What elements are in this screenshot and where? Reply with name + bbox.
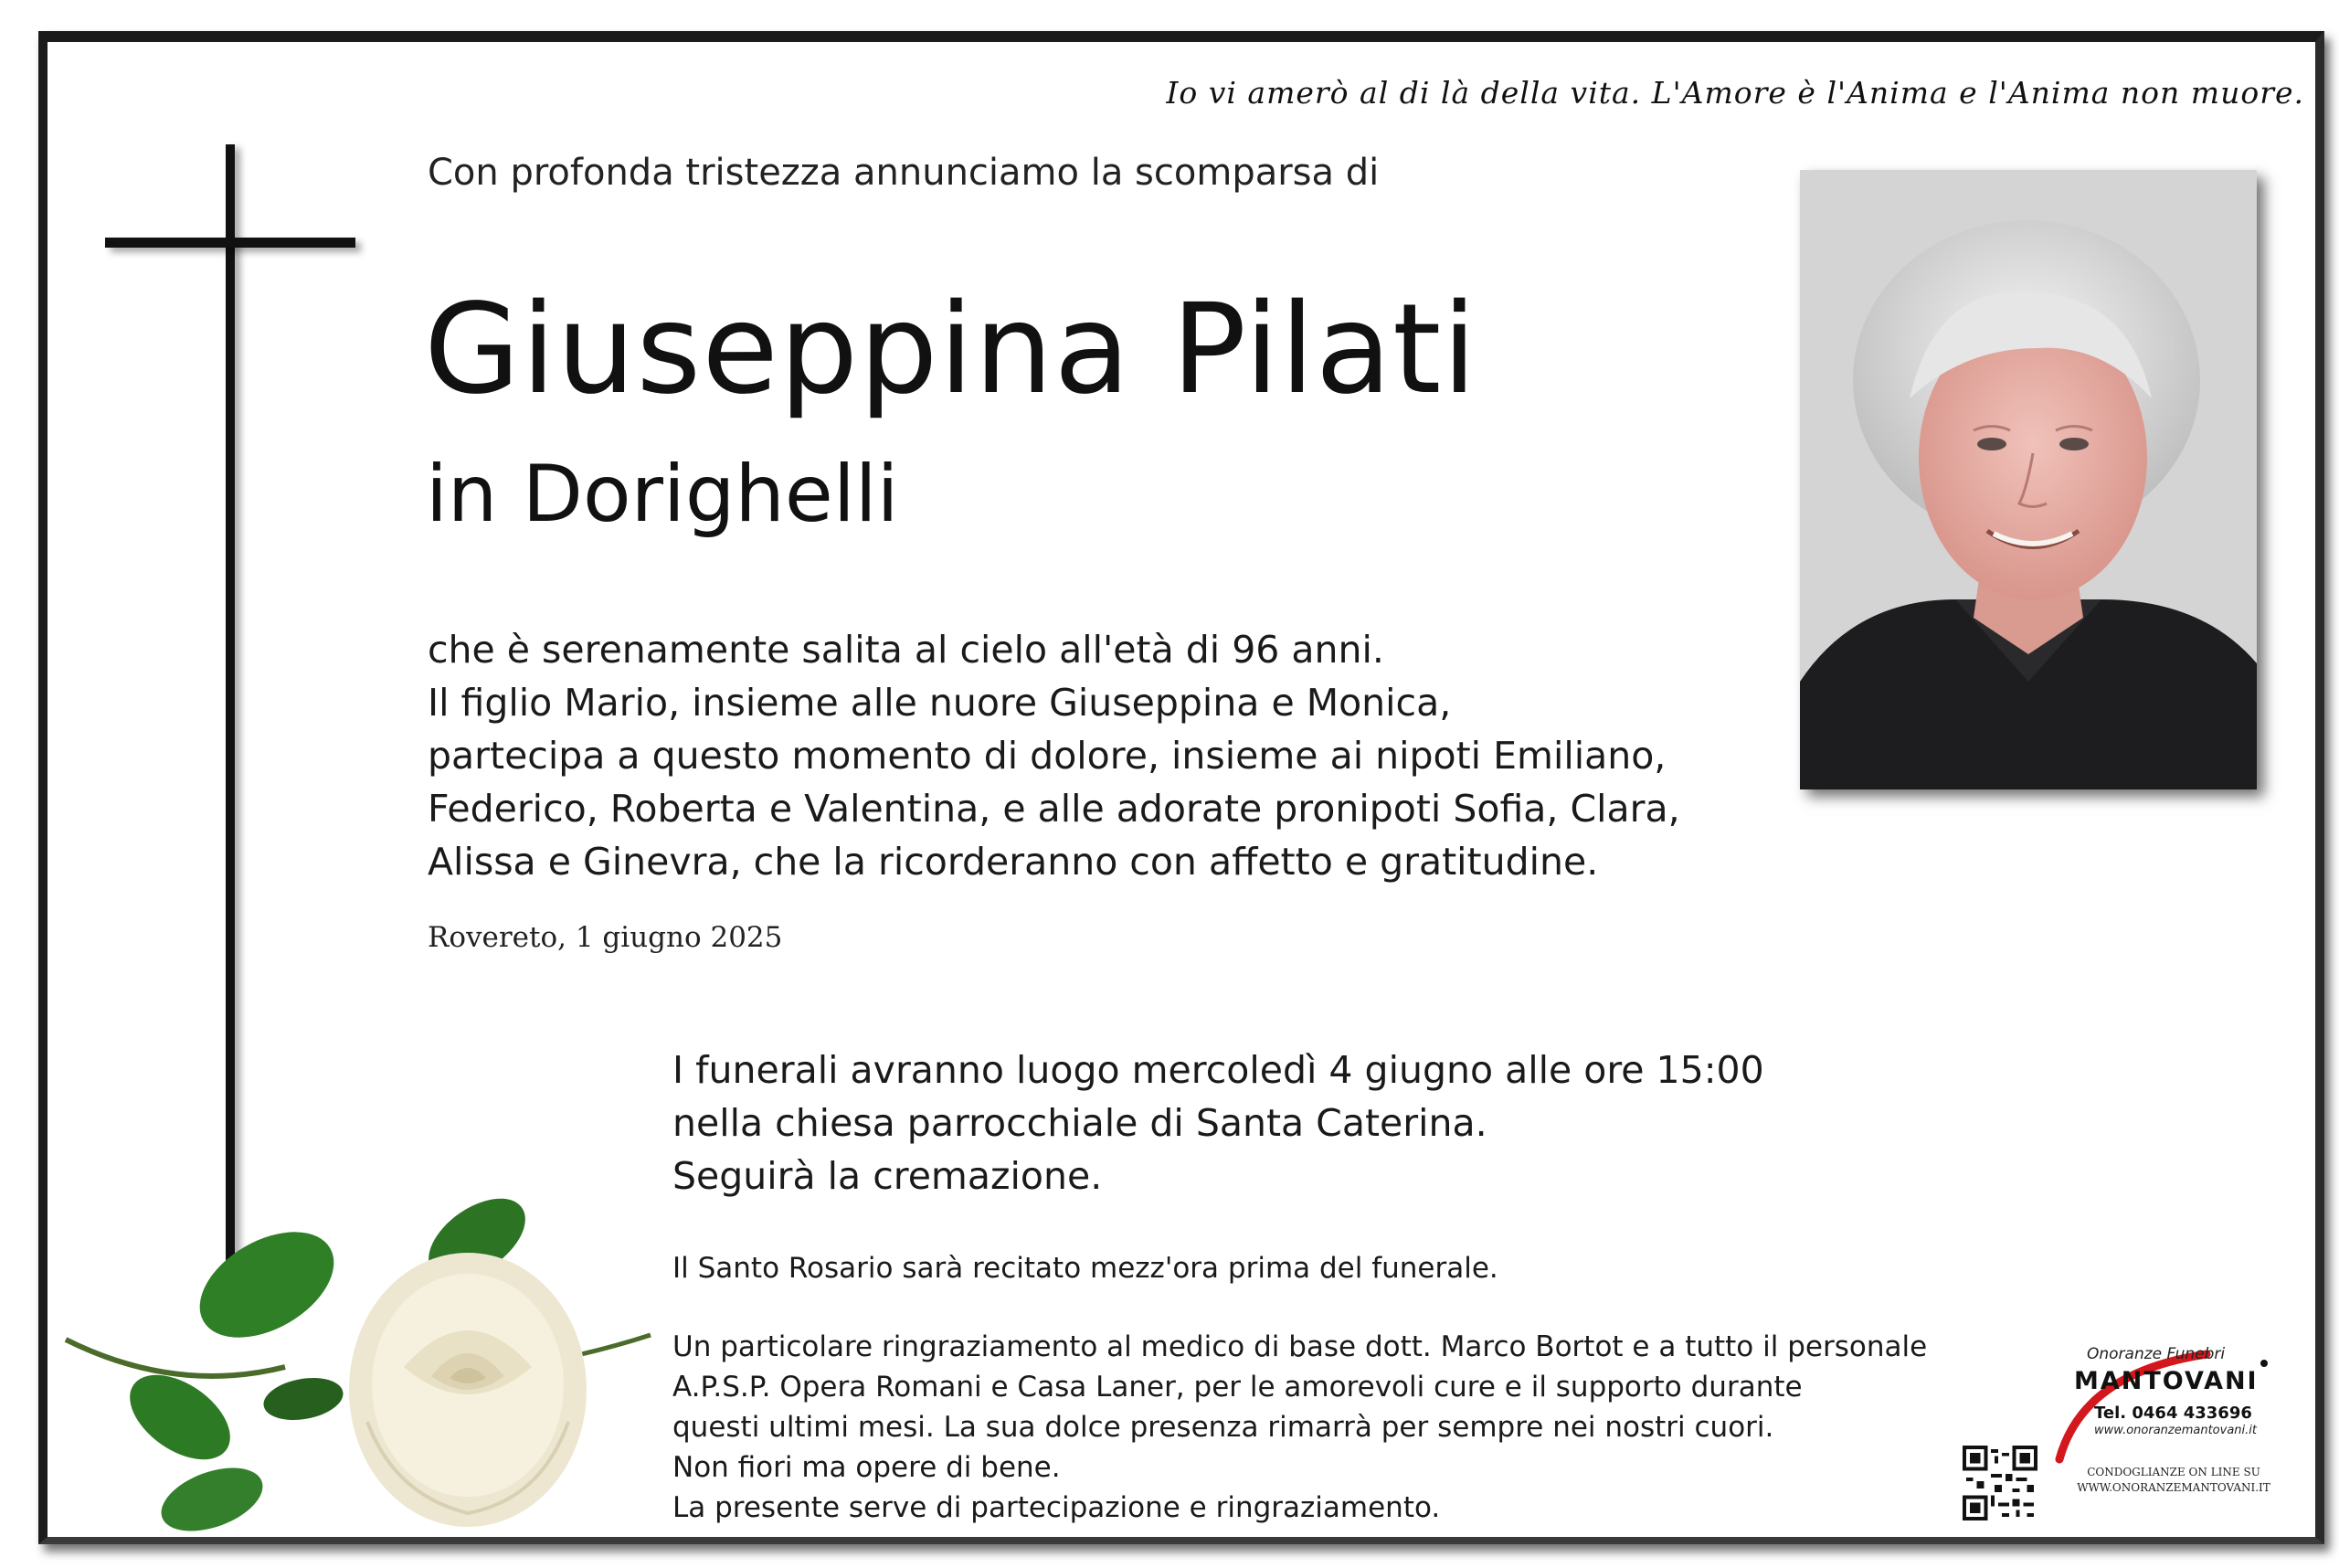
- place-date: Rovereto, 1 giugno 2025: [428, 921, 783, 954]
- announcement-line: Alissa e Ginevra, che la ricorderanno con affetto e gratitudine.: [428, 840, 1599, 884]
- cross-crossbar: [105, 238, 355, 248]
- thanks-line: A.P.S.P. Opera Romani e Casa Laner, per le amorevoli cure e il supporto durante: [672, 1371, 1803, 1404]
- agency-phone: Tel. 0464 433696: [2094, 1404, 2252, 1423]
- announcement-line: partecipa a questo momento di dolore, insieme ai nipoti Emiliano,: [428, 734, 1667, 778]
- cross-icon: [226, 144, 235, 1268]
- condolences-url[interactable]: WWW.ONORANZEMANTOVANI.IT: [2077, 1481, 2270, 1494]
- condolences-online[interactable]: [2050, 1465, 2297, 1496]
- thanks-text: [672, 1327, 2025, 1528]
- married-name: in Dorighelli: [426, 449, 899, 540]
- obituary-card: [38, 31, 2324, 1544]
- funeral-line: Seguirà la cremazione.: [672, 1154, 1103, 1198]
- funeral-info: [672, 1044, 1952, 1202]
- white-rose-icon: [48, 1184, 669, 1568]
- agency-name: MANTOVANI: [2074, 1367, 2259, 1395]
- announcement-line: che è serenamente salita al cielo all'età di 96 anni.: [428, 628, 1384, 672]
- thanks-line: Un particolare ringraziamento al medico di base dott. Marco Bortot e a tutto il personale: [672, 1330, 1928, 1363]
- thanks-line: questi ultimi mesi. La sua dolce presenza rimarrà per sempre nei nostri cuori.: [672, 1411, 1774, 1444]
- intro-text: Con profonda tristezza annunciamo la scomparsa di: [428, 152, 1380, 194]
- thanks-line: Non fiori ma opere di bene.: [672, 1451, 1061, 1484]
- funeral-line: I funerali avranno luogo mercoledì 4 giugno alle ore 15:00: [672, 1048, 1764, 1092]
- portrait-illustration: [1800, 170, 2257, 789]
- announcement-line: Il figlio Mario, insieme alle nuore Giuseppina e Monica,: [428, 681, 1452, 725]
- announcement-line: Federico, Roberta e Valentina, e alle adorate pronipoti Sofia, Clara,: [428, 787, 1680, 831]
- motto: Io vi amerò al di là della vita. L'Amore è l'Anima e l'Anima non muore.: [1166, 75, 2304, 111]
- agency-tagline: Onoranze Funebri: [2087, 1345, 2226, 1363]
- thanks-line: La presente serve di partecipazione e ringraziamento.: [672, 1491, 1441, 1524]
- condolences-line: CONDOGLIANZE ON LINE SU: [2087, 1466, 2260, 1478]
- qr-code-icon[interactable]: [1963, 1446, 2037, 1520]
- announcement: [428, 623, 1743, 888]
- deceased-name: Giuseppina Pilati: [424, 278, 1478, 422]
- rosary-note: Il Santo Rosario sarà recitato mezz'ora prima del funerale.: [672, 1252, 1498, 1285]
- funeral-line: nella chiesa parrocchiale di Santa Caterina.: [672, 1101, 1487, 1145]
- agency-website: www.onoranzemantovani.it: [2094, 1424, 2257, 1437]
- agency-logo: [2047, 1336, 2284, 1482]
- portrait-photo: [1800, 170, 2257, 789]
